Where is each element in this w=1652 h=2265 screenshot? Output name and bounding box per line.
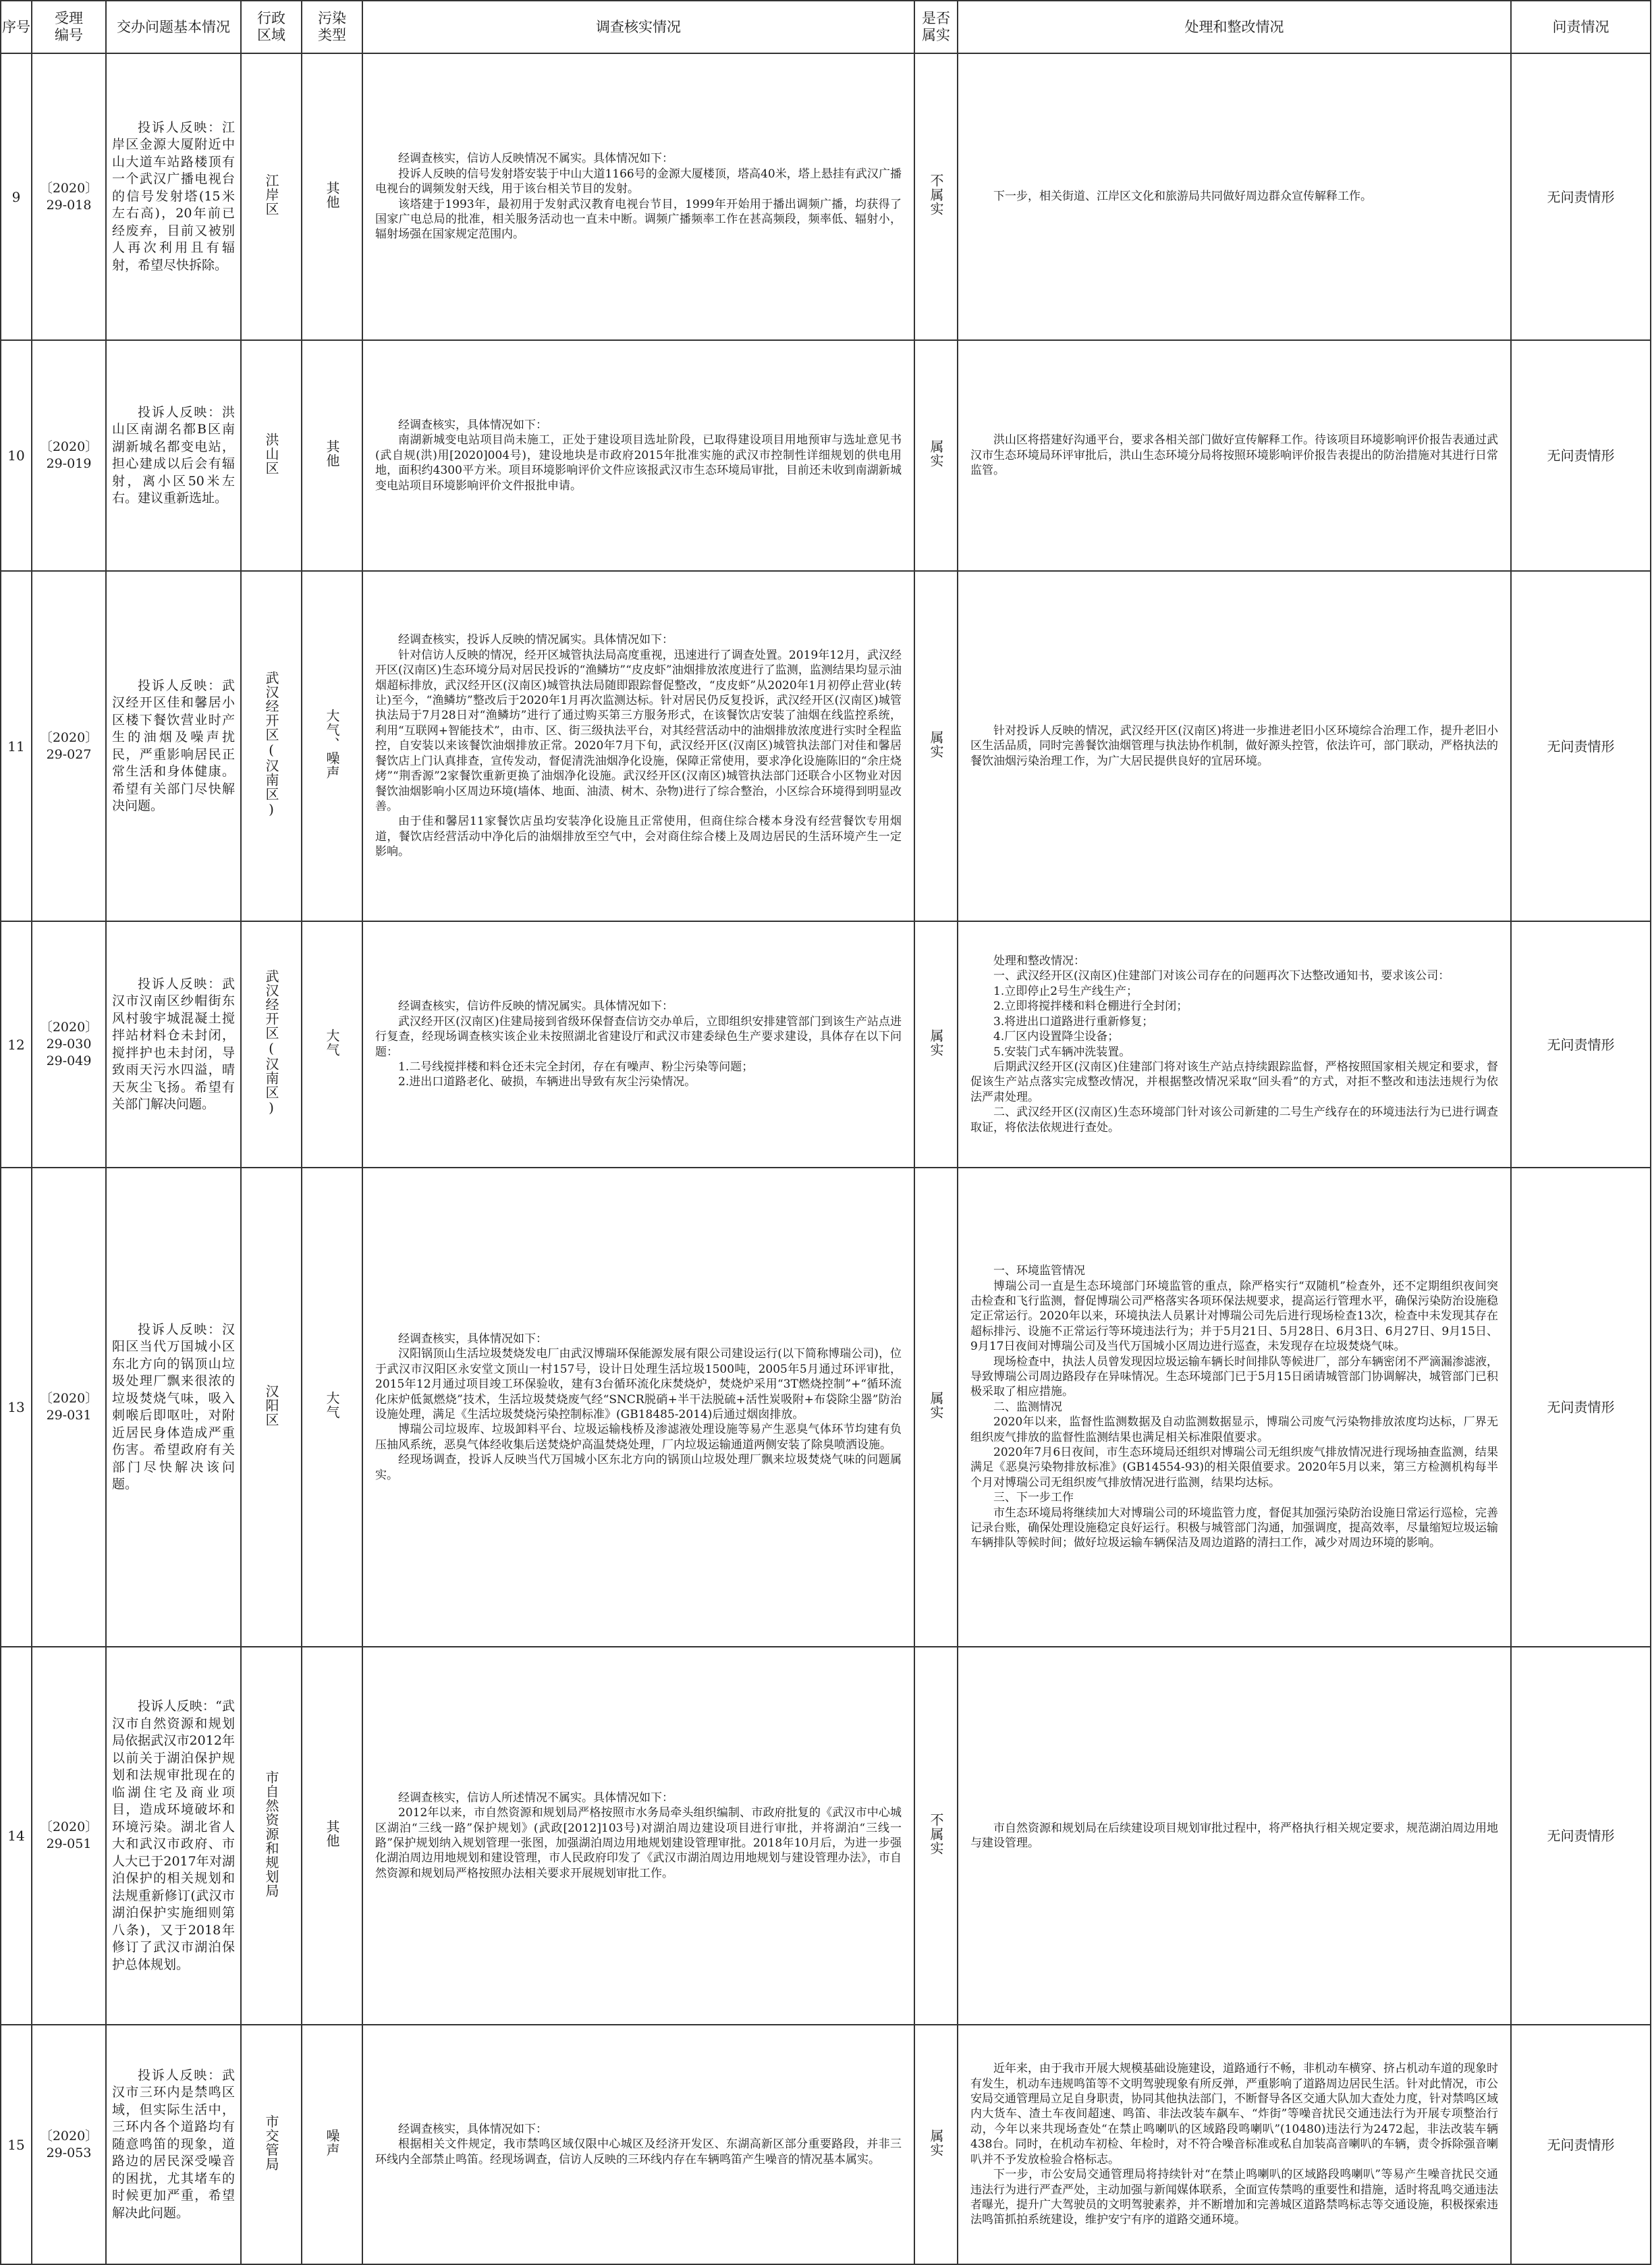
code-cell [32, 340, 106, 571]
verification-paragraph: 由于佳和馨居11家餐饮店虽均安装净化设施且正常使用，但商住综合楼本身没有经营餐饮专用烟道，餐饮店经营活动中净化后的油烟排放至空气中，会对商住综合楼上及周边居民的生活环境产生一定影响。 [375, 815, 902, 859]
code-cell [32, 53, 106, 340]
code-cell [32, 571, 106, 921]
complaint-cell [106, 1647, 241, 2025]
pollution-type-text: 其他 [324, 439, 340, 468]
handling-cell [958, 1647, 1511, 2025]
verification-paragraph: 经现场调查，投诉人反映当代万国城小区东北方向的锅顶山垃圾处理厂飘来垃圾焚烧气味的问题属实。 [375, 1453, 902, 1482]
handling-paragraph: 洪山区将搭建好沟通平台，要求各相关部门做好宣传解释工作。待该项目环境影响评价报告表通过武汉市生态环境局环评审批后，洪山生态环境分局将按照环境影响评价报告表提出的防治措施对其进行日常监管。 [970, 433, 1498, 478]
verification-paragraph: 2.进出口道路老化、破损，车辆进出导致有灰尘污染情况。 [398, 1075, 696, 1089]
table-row [1, 921, 1651, 1168]
handling-paragraph: 2020年以来，监督性监测数据及自动监测数据显示，博瑞公司废气污染物排放浓度均达标，厂界无组织废气排放的监督性监测结果也满足相关标准限值要求。 [970, 1415, 1498, 1444]
truth-cell [914, 1168, 958, 1647]
truth-text: 属实 [928, 730, 944, 759]
district-cell [241, 571, 302, 921]
pollution-type-cell [302, 1168, 362, 1647]
handling-paragraph: 1.立即停止2号生产线生产； [993, 984, 1138, 998]
district-text: 市交管局 [263, 2114, 279, 2171]
verification-cell [362, 340, 914, 571]
accountability-cell: 无问责情形 [1511, 340, 1651, 571]
pollution-type-text: 其他 [324, 1820, 340, 1848]
code-text: 〔2020〕29-053 [39, 2128, 99, 2160]
handling-paragraph: 博瑞公司一直是生态环境部门环境监管的重点，除严格实行“双随机”检查外，还不定期组织夜间突击检查和飞行监测，督促博瑞公司严格落实各项环保法规要求，提高运行管理水平，确保污染防治设施稳定正常运行。2020年以来，环境执法人员累计对博瑞公司先后进行现场检查13次，检查中未发现其存在超标排污、设施不正常运行等环境违法行为；并于5月21日、5月28日、6月3日、6月27日、9月15日、9月17日夜间对博瑞公司及当代万国城小区周边进行巡查，未发现存在垃圾焚烧气味。 [970, 1279, 1498, 1354]
truth-text: 不属实 [928, 1812, 944, 1855]
handling-paragraph: 市生态环境局将继续加大对博瑞公司的环境监管力度，督促其加强污染防治设施日常运行巡检，完善记录台账，确保处理设施稳定良好运行。积极与城管部门沟通，加强调度，提高效率，尽量缩短垃圾运输车辆排队等候时间；做好垃圾运输车辆保洁及周边道路的清扫工作，减少对周边环境的影响。 [970, 1506, 1498, 1550]
header-cell: 问责情况 [1511, 1, 1651, 53]
truth-text: 不属实 [928, 173, 944, 216]
handling-cell [958, 571, 1511, 921]
district-text: 武汉经开区(汉南区) [263, 968, 279, 1116]
code-text: 〔2020〕29-031 [39, 1391, 99, 1423]
handling-paragraph: 二、武汉经开区(汉南区)生态环境部门针对该公司新建的二号生产线存在的环境违法行为已进行调查取证，将依法依规进行查处。 [970, 1106, 1498, 1135]
handling-paragraph: 处理和整改情况： [993, 954, 1085, 968]
header-cell: 处理和整改情况 [958, 1, 1511, 53]
handling-paragraph: 二、监测情况 [993, 1400, 1062, 1414]
handling-paragraph: 近年来，由于我市开展大规模基础设施建设，道路通行不畅，非机动车横穿、挤占机动车道的现象时有发生，机动车违规鸣笛等不文明驾驶现象有所反弹，严重影响了道路周边居民生活。针对此情况，市公安局交通管理局立足自身职责，协同其他执法部门，不断督导各区交通大队加大查处力度，针对禁鸣区域内大货车、渣土车夜间超速、鸣笛、非法改装车飙车、“炸街”等噪音扰民交通违法行为开展专项整治行动，今年以来共现场查处“在禁止鸣喇叭的区域路段鸣喇叭”(10480)违法行为2472起，非法改装车辆438台。同时，在机动车初检、年检时，对不符合噪音标准或私自加装高音喇叭的车辆，责令拆除强音喇叭并不予发放检验合格标志。 [970, 2062, 1498, 2166]
district-text: 武汉经开区(汉南区) [263, 670, 279, 818]
truth-cell [914, 1647, 958, 2025]
handling-paragraph: 针对投诉人反映的情况，武汉经开区(汉南区)将进一步推进老旧小区环境综合治理工作，提升老旧小区生活品质，同时完善餐饮油烟管理与执法协作机制，做好源头控管，依法许可，部门联动，严格执法的餐饮油烟污染治理工作，为广大居民提供良好的宜居环境。 [970, 724, 1498, 768]
header-cell: 序号 [1, 1, 32, 53]
verification-cell [362, 571, 914, 921]
table-row [1, 1168, 1651, 1647]
complaint-cell [106, 2025, 241, 2264]
verification-paragraph: 经调查核实，信访件反映的情况属实。具体情况如下： [398, 1000, 673, 1014]
code-text: 〔2020〕29-018 [39, 180, 99, 213]
complaint-cell [106, 921, 241, 1168]
complaint-text: 投诉人反映：“武汉市自然资源和规划局依据武汉市2012年以前关于湖泊保护规划和法规审批现在的临湖住宅及商业项目，造成环境破坏和环境污染。湖北省人大和武汉市政府、市人大已于2017年对湖泊保护的相关规划和法规重新修订(武汉市湖泊保护实施细则第八条)，又于2018年修订了武汉市湖泊保护总体规划。 [112, 1699, 235, 1972]
truth-cell [914, 571, 958, 921]
handling-paragraph: 三、下一步工作 [993, 1491, 1074, 1505]
district-cell [241, 340, 302, 571]
verification-paragraph: 根据相关文件规定，我市禁鸣区域仅限中心城区及经济开发区、东湖高新区部分重要路段，并非三环线内全部禁止鸣笛。经现场调查，信访人反映的三环线内存在车辆鸣笛产生噪音的情况基本属实。 [375, 2137, 902, 2166]
handling-cell [958, 1168, 1511, 1647]
handling-paragraph: 2020年7月6日夜间，市生态环境局还组织对博瑞公司无组织废气排放情况进行现场抽查监测，结果满足《恶臭污染物排放标准》(GB14554-93)的相关限值要求。2020年5月以来，第三方检测机构每半个月对博瑞公司无组织废气排放情况进行监测，结果均达标。 [970, 1446, 1498, 1490]
table-row [1, 53, 1651, 340]
district-cell [241, 2025, 302, 2264]
verification-paragraph: 该塔建于1993年，最初用于发射武汉教育电视台节目，1999年开始用于播出调频广播，均获得了国家广电总局的批准，相关服务活动也一直未中断。调频广播频率工作在甚高频段，频率低、辐射小，辐射场强在国家规定范围内。 [375, 197, 902, 242]
verification-paragraph: 1.二号线搅拌楼和料仓还未完全封闭，存在有噪声、粉尘污染等问题； [398, 1060, 754, 1074]
verification-paragraph: 武汉经开区(汉南区)住建局接到省级环保督查信访交办单后，立即组织安排建管部门到该生产站点进行复查，经现场调查核实该企业未按照湖北省建设厅和武汉市建委绿色生产要求建设，具体存在以下问题： [375, 1014, 902, 1059]
pollution-type-cell [302, 2025, 362, 2264]
row-number-cell: 11 [1, 571, 32, 921]
code-text: 〔2020〕29-030 29-049 [39, 1020, 99, 1068]
row-number-cell: 15 [1, 2025, 32, 2264]
district-text: 江岸区 [263, 173, 279, 216]
handling-paragraph: 一、环境监管情况 [993, 1264, 1085, 1278]
verification-paragraph: 经调查核实，具体情况如下： [398, 418, 547, 432]
verification-paragraph: 2012年以来，市自然资源和规划局严格按照市水务局牵头组织编制、市政府批复的《武汉市中心城区湖泊“三线一路”保护规划》(武政[2012]103号)对湖泊周边建设项目进行审批，并将湖泊“三线一路”保护规划纳入规划管理一张图，加强湖泊周边用地规划建设管理审批。2018年10月后，为进一步强化湖泊周边用地规划和建设管理，市人民政府印发了《武汉市湖泊周边用地规划与建设管理办法》，市自然资源和规划局严格按照办法相关要求开展规划审批工作。 [375, 1806, 902, 1880]
truth-text: 属实 [928, 2128, 944, 2157]
complaint-text: 投诉人反映：江岸区金源大厦附近中山大道车站路楼顶有一个武汉广播电视台的信号发射塔(15米左右高)，20年前已经废弃，目前又被别人再次利用且有辐射，希望尽快拆除。 [112, 119, 235, 273]
district-text: 洪山区 [263, 432, 279, 475]
code-cell [32, 1168, 106, 1647]
accountability-cell: 无问责情形 [1511, 1168, 1651, 1647]
accountability-cell: 无问责情形 [1511, 53, 1651, 340]
verification-paragraph: 经调查核实，信访人所述情况不属实。具体情况如下： [398, 1791, 673, 1805]
district-cell [241, 921, 302, 1168]
handling-paragraph: 2.立即将搅拌楼和料仓棚进行全封闭； [993, 1000, 1188, 1014]
handling-paragraph: 4.厂区内设置降尘设备； [993, 1030, 1120, 1044]
complaint-cell [106, 53, 241, 340]
header-cell: 是否属实 [914, 1, 958, 53]
complaint-cell [106, 1168, 241, 1647]
complaint-text: 投诉人反映：洪山区南湖名都B区南湖新城名都变电站，担心建成以后会有辐射，离小区50米左右。建议重新选址。 [112, 404, 235, 506]
handling-paragraph: 现场检查中，执法人员曾发现因垃圾运输车辆长时间排队等候进厂，部分车辆密闭不严滴漏渗滤液，导致博瑞公司周边路段存在异味情况。生态环境部门已于5月15日函请城管部门协调解决，城管部门已积极采取了相应措施。 [970, 1355, 1498, 1399]
code-text: 〔2020〕29-019 [39, 439, 99, 471]
table-row [1, 340, 1651, 571]
pollution-type-cell [302, 340, 362, 571]
district-cell [241, 53, 302, 340]
verification-paragraph: 经调查核实，具体情况如下： [398, 1332, 547, 1346]
pollution-type-text: 其他 [324, 180, 340, 209]
pollution-type-cell [302, 921, 362, 1168]
handling-paragraph: 后期武汉经开区(汉南区)住建部门将对该生产站点持续跟踪监督，严格按照国家相关规定和要求，督促该生产站点落实完成整改情况，并根据整改情况采取“回头看”的方式，对拒不整改和违法违规行为依法严肃处理。 [970, 1060, 1498, 1104]
pollution-type-cell [302, 1647, 362, 2025]
verification-paragraph: 针对信访人反映的情况，经开区城管执法局高度重视，迅速进行了调查处置。2019年12月，武汉经开区(汉南区)生态环境分局对居民投诉的“渔鳞坊”“皮皮虾”油烟排放浓度进行了监测，监测结果均显示油烟超标排放，武汉经开区(汉南区)城管执法局随即跟踪督促整改，“皮皮虾”从2020年1月初停止营业(转让)至今，“渔鳞坊”整改后于2020年1月再次监测达标。针对居民仍反复投诉，武汉经开区(汉南区)城管执法局于7月28日对“渔鳞坊”进行了通过购买第三方服务形式，在该餐饮店安装了油烟在线监控系统，利用“互联网+智能技术”，由市、区、街三级执法平台，对其经营活动中的油烟排放浓度进行实时全程监控，自安装以来该餐饮油烟排放正常。2020年7月下旬，武汉经开区(汉南区)城管执法部门对佳和馨居餐饮店上门认真排查，宣传发动，督促清洗油烟净化设施，保障正常使用，要求净化设施陈旧的“余庄烧烤”“荆香源”2家餐饮重新更换了油烟净化设施。武汉经开区(汉南区)城管执法部门还联合小区物业对因餐饮油烟影响小区周边环境(墙体、地面、油渍、树木、杂物)进行了综合整治，小区综合环境得到明显改善。 [375, 648, 902, 813]
row-number-cell: 13 [1, 1168, 32, 1647]
header-cell: 行政区域 [241, 1, 302, 53]
district-cell [241, 1168, 302, 1647]
complaint-cell [106, 571, 241, 921]
handling-cell [958, 53, 1511, 340]
header-cell: 调查核实情况 [362, 1, 914, 53]
handling-cell [958, 340, 1511, 571]
complaint-text: 投诉人反映：武汉经开区佳和馨居小区楼下餐饮营业时产生的油烟及噪声扰民，严重影响居民正常生活和身体健康。希望有关部门尽快解决问题。 [112, 678, 235, 813]
table-row [1, 571, 1651, 921]
verification-paragraph: 投诉人反映的信号发射塔安装于中山大道1166号的金源大厦楼顶，塔高40米，塔上悬挂有武汉广播电视台的调频发射天线，用于该台相关节目的发射。 [375, 167, 902, 196]
handling-paragraph: 下一步，相关街道、江岸区文化和旅游局共同做好周边群众宣传解释工作。 [993, 190, 1372, 204]
handling-paragraph: 市自然资源和规划局在后续建设项目规划审批过程中，将严格执行相关规定要求，规范湖泊周边用地与建设管理。 [970, 1821, 1498, 1850]
pollution-type-text: 大气 [324, 1391, 340, 1419]
pollution-type-text: 大气 [324, 1028, 340, 1057]
truth-text: 属实 [928, 1028, 944, 1057]
accountability-cell: 无问责情形 [1511, 571, 1651, 921]
code-cell [32, 921, 106, 1168]
verification-paragraph: 经调查核实，投诉人反映的情况属实。具体情况如下： [398, 633, 673, 647]
verification-paragraph: 经调查核实，具体情况如下： [398, 2122, 547, 2136]
pollution-type-cell [302, 53, 362, 340]
handling-paragraph: 5.安装门式车辆冲洗装置。 [993, 1045, 1131, 1059]
verification-cell [362, 2025, 914, 2264]
complaint-text: 投诉人反映：汉阳区当代万国城小区东北方向的锅顶山垃圾处理厂飘来很浓的垃圾焚烧气味，吸入刺喉后即呕吐，对附近居民身体造成严重伤害。希望政府有关部门尽快解决该问题。 [112, 1321, 235, 1492]
accountability-cell: 无问责情形 [1511, 1647, 1651, 2025]
district-text: 市自然资源和规划局 [263, 1770, 279, 1898]
code-cell [32, 2025, 106, 2264]
verification-paragraph: 南湖新城变电站项目尚未施工，正处于建设项目选址阶段，已取得建设项目用地预审与选址意见书(武自规(洪)用[2020]004号)，建设地块是市政府2015年批准实施的武汉市控制性详细规划的供电用地，面积约4300平方米。项目环境影响评价文件应该报武汉市生态环境局审批，目前还未收到南湖新城变电站项目环境影响评价文件报批申请。 [375, 433, 902, 493]
handling-paragraph: 3.将进出口道路进行重新修复； [993, 1014, 1154, 1029]
row-number-cell: 14 [1, 1647, 32, 2025]
verification-cell [362, 921, 914, 1168]
row-number-cell: 9 [1, 53, 32, 340]
verification-cell [362, 1168, 914, 1647]
truth-cell [914, 2025, 958, 2264]
verification-cell [362, 53, 914, 340]
accountability-cell: 无问责情形 [1511, 921, 1651, 1168]
pollution-type-text: 大气、噪声 [324, 709, 340, 780]
table-row [1, 1647, 1651, 2025]
pollution-type-text: 噪声 [324, 2128, 340, 2157]
district-cell [241, 1647, 302, 2025]
truth-cell [914, 921, 958, 1168]
code-text: 〔2020〕29-051 [39, 1820, 99, 1851]
handling-paragraph: 下一步，市公安局交通管理局将持续针对“在禁止鸣喇叭的区域路段鸣喇叭”等易产生噪音扰民交通违法行为进行严查严处，主动加强与新闻媒体联系，全面宣传禁鸣的重要性和措施，适时将乱鸣交通违法者曝光，提升广大驾驶员的文明驾驶素养，并不断增加和完善城区道路禁鸣标志等交通设施，积极探索违法鸣笛抓拍系统建设，维护安宁有序的道路交通环境。 [970, 2168, 1498, 2227]
complaint-text: 投诉人反映：武汉市汉南区纱帽街东风村骏宇城混凝土搅拌站材料仓未封闭，搅拌护也未封闭，导致雨天污水四溢，晴天灰尘飞扬。希望有关部门解决问题。 [112, 976, 235, 1112]
handling-cell [958, 2025, 1511, 2264]
row-number-cell: 12 [1, 921, 32, 1168]
accountability-cell: 无问责情形 [1511, 2025, 1651, 2264]
code-cell [32, 1647, 106, 2025]
truth-cell [914, 340, 958, 571]
verification-paragraph: 博瑞公司垃圾库、垃圾卸料平台、垃圾运输栈桥及渗滤液处理设施等易产生恶臭气体环节均建有负压抽风系统，恶臭气体经收集后送焚烧炉高温焚烧处理，厂内垃圾运输通道两侧安装了除臭喷洒设施。 [375, 1423, 902, 1452]
verification-paragraph: 汉阳锅顶山生活垃圾焚烧发电厂由武汉博瑞环保能源发展有限公司建设运行(以下简称博瑞公司)，位于武汉市汉阳区永安堂文顶山一村157号，设计日处理生活垃圾1500吨，2005年5月通过环评审批，2015年12月通过项目竣工环保验收，建有3台循环流化床焚烧炉，焚烧炉采用“3T燃烧控制”+“循环流化床炉低氮燃烧”技术，生活垃圾焚烧废气经“SNCR脱硝+半干法脱硫+活性炭吸附+布袋除尘器”防治设施处理，满足《生活垃圾焚烧污染控制标准》(GB18485-2014)后通过烟囱排放。 [375, 1347, 902, 1421]
truth-cell [914, 53, 958, 340]
code-text: 〔2020〕29-027 [39, 730, 99, 762]
truth-text: 属实 [928, 1391, 944, 1419]
verification-cell [362, 1647, 914, 2025]
verification-paragraph: 经调查核实，信访人反映情况不属实。具体情况如下： [398, 152, 673, 166]
header-cell: 受理编号 [32, 1, 106, 53]
truth-text: 属实 [928, 439, 944, 468]
header-cell: 交办问题基本情况 [106, 1, 241, 53]
handling-paragraph: 一、武汉经开区(汉南区)住建部门对该公司存在的问题再次下达整改通知书，要求该公司： [993, 969, 1450, 983]
district-text: 汉阳区 [263, 1384, 279, 1427]
complaint-cell [106, 340, 241, 571]
row-number-cell: 10 [1, 340, 32, 571]
complaint-text: 投诉人反映：武汉市三环内是禁鸣区域，但实际生活中，三环内各个道路均有随意鸣笛的现象，道路边的居民深受噪音的困扰，尤其堵车的时候更加严重，希望解决此问题。 [112, 2067, 235, 2220]
handling-cell [958, 921, 1511, 1168]
header-cell: 污染类型 [302, 1, 362, 53]
table-header-row [1, 1, 1651, 53]
table-row [1, 2025, 1651, 2264]
pollution-type-cell [302, 571, 362, 921]
